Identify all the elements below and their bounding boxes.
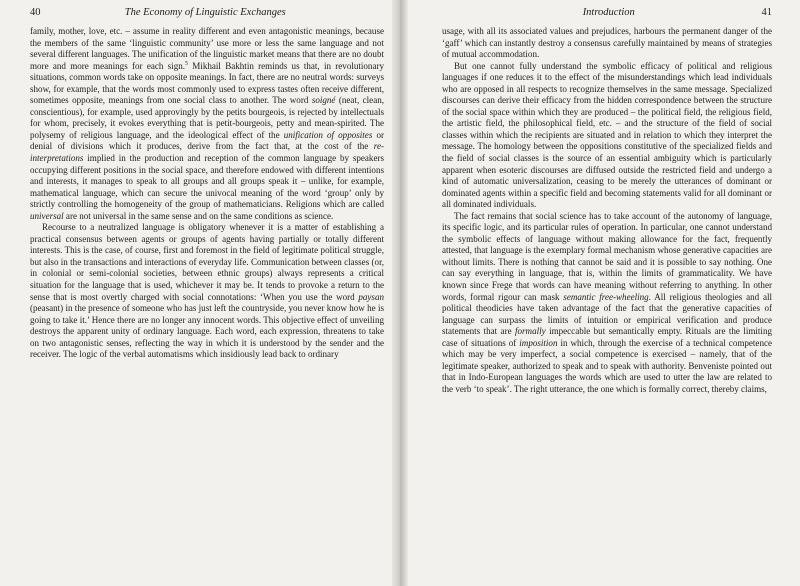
italic-text: semantic free-wheeling	[563, 291, 649, 302]
right-page-header	[442, 6, 772, 26]
text-run: Recourse to a neutralized language is obligatory whenever it is a matter of establishing a practical consensus between agents or groups of agents having partially or totally different interests. This is the case, of course, first and foremost in the field of legitimate political struggle, but also in the transactions and interactions of everyday life. Communication between classes (or, in colonial or semi-colonial societies, between ethnic groups) always represents a critical situation for the language that is used, whichever it may be. It tends to provoke a return to the sense that is most overtly charged with social connotations: ‘When you use the word	[30, 222, 384, 302]
paragraph	[30, 26, 384, 222]
left-page-body	[30, 26, 384, 361]
text-run: implied in the production and reception of the common language by speakers occupying different positions in the social space, and therefore endowed with different intentions and interests, it manages to speak to all groups and all groups speak it – unlike, for example, mathematical language, which can secure the univocal meaning of the word ‘group’ only by strictly controlling the homogeneity of the group of mathematicians. Religions which are called	[30, 153, 384, 210]
text-run: are not universal in the same sense and on the same conditions as science.	[63, 210, 334, 221]
italic-text: universal	[30, 210, 64, 221]
text-run: usage, with all its associated values and prejudices, harbours the permanent danger of the ‘gaff’ which can instantly destroy a consensus carefully maintained by means of strategies of mutual accommodation.	[442, 26, 772, 60]
text-run: (peasant) in the presence of someone who has just left the countryside, you never know how he is going to take it.’ Hence there are no longer any innocent words. This objective effect of unveiling destroys the apparent unity of ordinary language. Each word, each expression, threatens to take on two antagonistic senses, reflecting the way in which it is understood by the sender and the receiver. The logic of the verbal automatisms which insidiously lead back to ordinary	[30, 303, 384, 360]
page-number: 40	[30, 7, 41, 18]
text-run: The fact remains that social science has to take account of the autonomy of language, its specific logic, and its particular rules of operation. In particular, one cannot understand the symbolic effects of language without making allowance for the fact, frequently attested, that language is the exemplary formal mechanism whose generative capacities are without limits. There is nothing that cannot be said and it is possible to say nothing. One can say everything in language, that is, within the limits of grammaticality. We have known since Frege that words can have meaning without referring to anything. In other words, formal rigour can mask	[442, 210, 772, 302]
italic-text: re-interpretations	[30, 141, 384, 164]
italic-text: soigné	[311, 95, 336, 106]
text-run: impeccable but semantically empty. Rituals are the limiting case of situations of	[442, 326, 772, 348]
text-run: in which, through the exercise of a technical competence which may be very imperfect, a social competence is exercised – namely, that of the legitimate speaker, authorized to speak and to speak with authority. Benveniste pointed out that in Indo-European languages the words which are used to utter the law are related to the verb ‘to speak’. The right utterance, the one which is formally correct, thereby claims,	[442, 337, 772, 394]
page-number: 41	[761, 7, 772, 18]
running-title: The Economy of Linguistic Exchanges	[124, 7, 286, 18]
text-run: or denial of divisions which it produces, derive from the fact that, at the cost of the	[30, 129, 384, 152]
footnote-marker: 5	[185, 60, 189, 67]
right-page-body	[442, 26, 772, 396]
left-page	[0, 0, 398, 586]
italic-text: unification of opposites	[283, 129, 373, 140]
text-run: . All religious theologies and all political theodicies have taken advantage of the fact that the generative capacities of language can surpass the limits of intuition or empirical verification and produce statements that are	[442, 291, 772, 337]
text-run: Mikhail Bakhtin reminds us that, in revolutionary situations, common words take on opposite meanings. In fact, there are no neutral words: surveys show, for example, that the words most commonly used to express tastes often receive different, sometimes opposite, meanings from one social class to another. The word	[30, 60, 385, 106]
right-page	[402, 0, 800, 586]
text-run: But one cannot fully understand the symbolic efficacy of political and religious languages if one reduces it to the effect of the misunderstandings which lead individuals who are opposed in all respects to recognize themselves in the same message. Specialized discourses can derive their efficacy from the hidden correspondence between the structure of the social space within which they are produced – the political field, the religious field, the artistic field, the philosophical field, etc. – and the structure of the field of social classes within which the recipients are situated and in relation to which they interpret the message. The homology between the oppositions constitutive of the specialized fields and the field of social classes is the source of an essential ambiguity which is particularly apparent when esoteric discourses are diffused outside the restricted field and undergo a kind of automatic universalization, ceasing to be merely the utterances of dominant or dominated agents within a specific field and becoming statements valid for all dominant or all dominated individuals.	[442, 60, 772, 210]
paragraph	[30, 222, 384, 361]
text-run: family, mother, love, etc. – assume in reality different and even antagonistic meanings, because the members of the same ‘linguistic community’ use more or less the same language and not several different languages. The unification of the linguistic market means that there are no doubt more and more meanings for each sign.	[30, 26, 384, 71]
italic-text: paysan	[358, 291, 384, 302]
paragraph	[442, 61, 772, 211]
italic-text: formally	[515, 326, 546, 337]
left-page-header	[30, 6, 384, 26]
running-title: Introduction	[582, 7, 635, 18]
italic-text: imposition	[519, 337, 558, 348]
paragraph	[442, 211, 772, 396]
text-run: (neat, clean, conscientious), for example, used approvingly by the petits bourgeois, is rejected by intellectuals for whom, precisely, it evokes everything that is petit-bourgeois, petty and mean-spirited. The polysemy of religious language, and the ideological effect of the	[30, 95, 384, 140]
paragraph	[442, 26, 772, 61]
